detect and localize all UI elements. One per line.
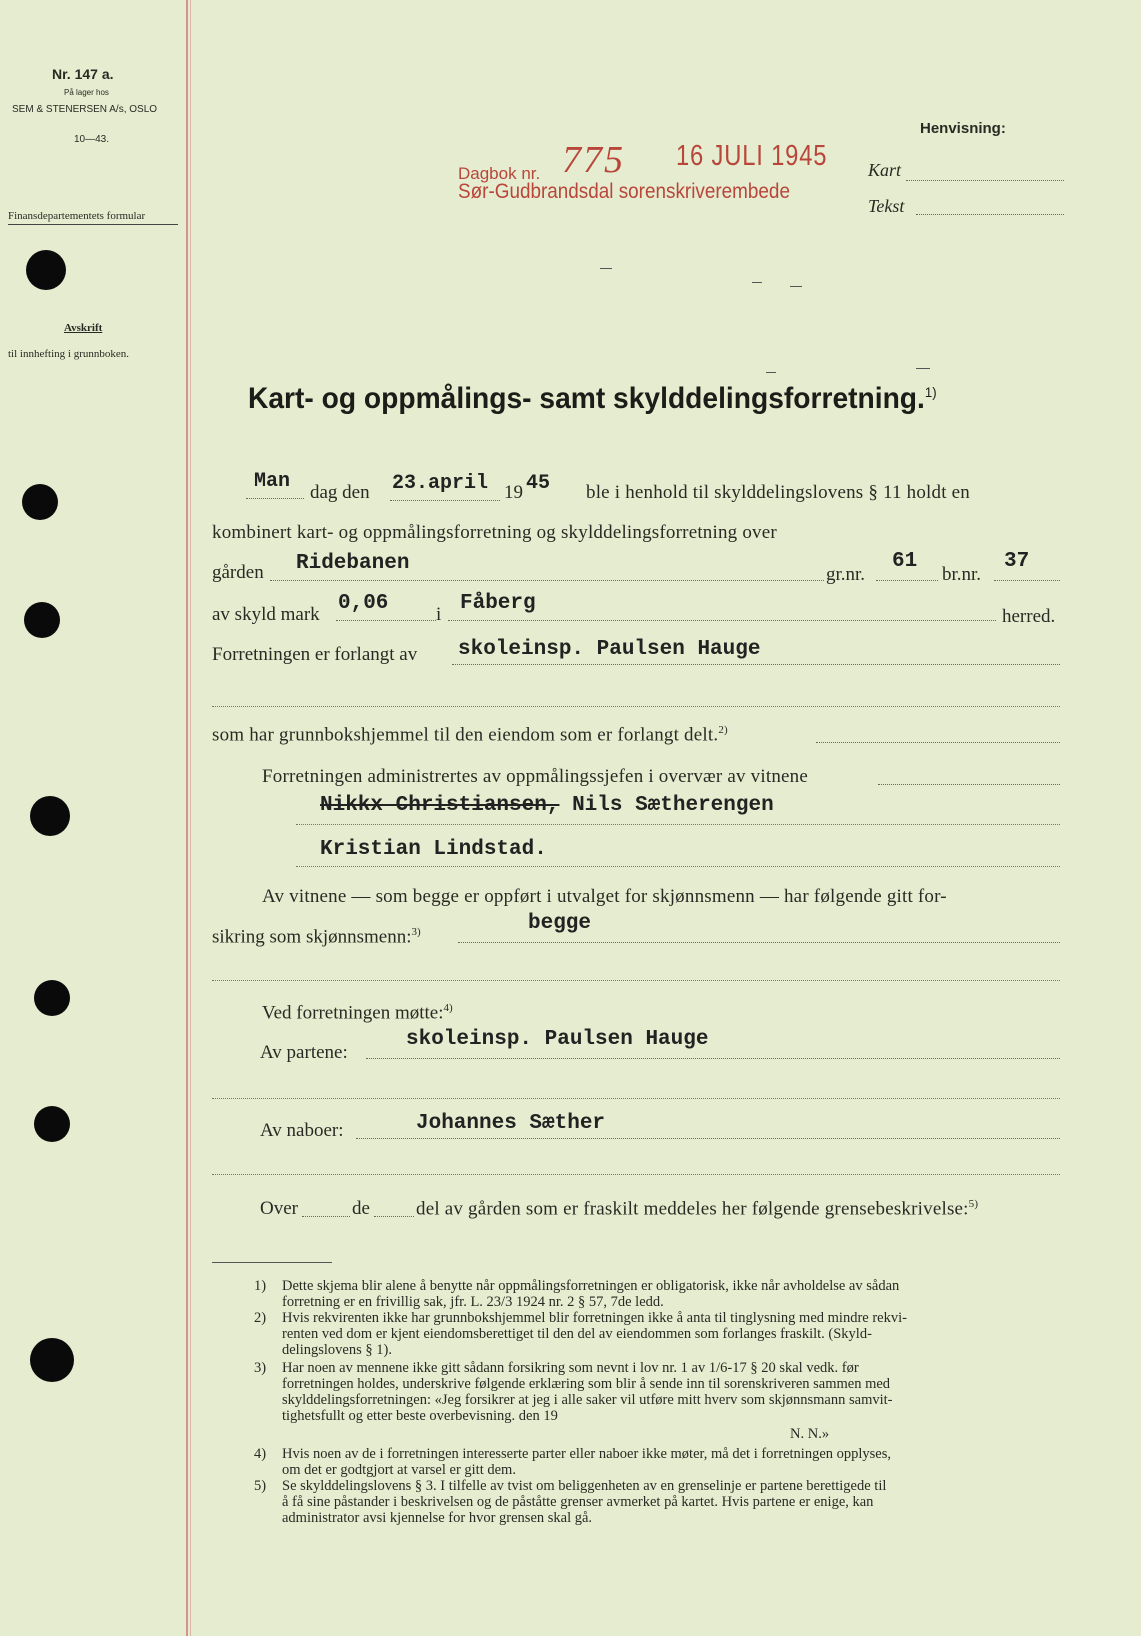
binder-hole — [30, 1338, 74, 1382]
avskrift-note: til innhefting i grunnboken. — [8, 348, 129, 360]
garden-name: Ridebanen — [296, 552, 410, 575]
witness-line-1 — [320, 794, 774, 817]
footnote-mark: 2) — [254, 1310, 267, 1326]
herred-name: Fåberg — [460, 592, 536, 615]
printer-line-2: SEM & STENERSEN A/s, OSLO — [12, 104, 158, 115]
over-text-body: del av gården som er fraskilt meddeles her følgende grensebeskrivelse: — [416, 1198, 969, 1220]
mote-footnote-mark: 4) — [443, 1002, 453, 1014]
binder-hole — [30, 796, 70, 836]
grnr-value: 61 — [892, 550, 918, 573]
year-value: 45 — [526, 472, 551, 495]
over-label: Over — [260, 1198, 298, 1219]
footnote-line: om det er godtgjort at varsel er gitt dem. — [282, 1462, 516, 1478]
hjemmel-footnote-mark: 2) — [718, 724, 728, 736]
hjemmel-field — [816, 742, 1060, 743]
footnote-mark: 1) — [254, 1278, 267, 1294]
binder-hole — [34, 1106, 70, 1142]
margin-line — [186, 0, 188, 1636]
weekday-value: Man — [254, 470, 291, 493]
vitner-field — [458, 942, 1060, 943]
garden-field — [270, 580, 824, 581]
mark — [600, 268, 612, 269]
herred-field — [448, 620, 996, 621]
grnr-label: gr.nr. — [826, 564, 866, 585]
partene-label: Av partene: — [260, 1042, 348, 1063]
grnr-field — [876, 580, 938, 581]
formular-label: Finansdepartementets formular — [8, 210, 146, 222]
binder-hole — [22, 484, 58, 520]
i-label: i — [436, 604, 442, 625]
reference-kart-field — [906, 180, 1064, 181]
naboer-value: Johannes Sæther — [416, 1112, 606, 1135]
herred-label: herred. — [1002, 606, 1056, 627]
title-footnote-mark: 1) — [924, 384, 937, 400]
naboer-label: Av naboer: — [260, 1120, 344, 1141]
de-label: de — [352, 1198, 370, 1219]
footnote-line: renten ved dom er kjent eiendomsberettiget til den del av eiendommen som forlanges fraskilt. (Skyld- — [282, 1326, 872, 1342]
divider — [8, 224, 178, 225]
footnote-rule — [212, 1262, 332, 1263]
printer-line-1: På lager hos — [64, 88, 109, 97]
footnote-line: tighetsfullt og etter beste overbevisning. den 19 — [282, 1408, 558, 1424]
title-text: Kart- og oppmålings- samt skylddelingsforretning. — [248, 382, 925, 415]
footnote-line: forretningen holdes, underskrive følgende erklæring som blir å sende inn til sorenskriveren sammen med — [282, 1376, 891, 1392]
weekday-field — [246, 498, 304, 499]
footnote-line: skylddelingsforretningen: «Jeg forsikrer at jeg i alle saker vil utføre mitt hverv som skjønnsmann samvit- — [282, 1392, 893, 1408]
dagbok-label: Dagbok nr. — [458, 164, 541, 183]
footnote-line: Se skylddelingslovens § 3. I tilfelle av tvist om beliggenheten av en grenselinje er partene berettigede til — [282, 1478, 887, 1494]
forlangt-value: skoleinsp. Paulsen Hauge — [458, 638, 761, 661]
witness-rule-1 — [296, 824, 1060, 825]
footnote-line: administrator avsi kjennelse for hvor grensen skal gå. — [282, 1510, 593, 1526]
reference-kart-label: Kart — [868, 160, 902, 180]
brnr-label: br.nr. — [942, 564, 982, 585]
partene-value: skoleinsp. Paulsen Hauge — [406, 1028, 709, 1051]
admin-text: Forretningen administrertes av oppmålingssjefen i overvær av vitnene — [262, 766, 808, 787]
footnote-line: å få sine påstander i beskrivelsen og de påståtte grenser avmerket på kartet. Hvis partene er enige, kan — [282, 1494, 874, 1510]
footnote-line: forretning er en frivillig sak, jfr. L. 23/3 1924 nr. 2 § 57, 7de ledd. — [282, 1294, 664, 1310]
footnote-signature: N. N.» — [790, 1426, 830, 1442]
vitner-footnote-mark: 3) — [411, 926, 421, 938]
mark — [766, 372, 776, 373]
date-field — [390, 500, 500, 501]
footnote-line: Hvis noen av de i forretningen interesserte parter eller naboer ikke møter, må det i forretningen opplyses, — [282, 1446, 892, 1462]
garden-label: gården — [212, 562, 264, 583]
binder-hole — [24, 602, 60, 638]
brnr-value: 37 — [1004, 550, 1030, 573]
footnote-mark: 5) — [254, 1478, 267, 1494]
blank-line — [212, 980, 1060, 981]
witness-struck: Nikkx Christiansen, — [320, 794, 560, 817]
binder-hole — [26, 250, 66, 290]
footnote-line: delingslovens § 1). — [282, 1342, 392, 1358]
mark — [916, 368, 930, 369]
vitner-text-2 — [212, 926, 421, 948]
forlangt-field — [452, 664, 1060, 665]
over-footnote-mark: 5) — [968, 1198, 979, 1210]
page-title — [248, 382, 937, 416]
footnote-mark: 4) — [254, 1446, 267, 1462]
edition: 10—43. — [74, 134, 110, 145]
vitner-label: sikring som skjønnsmenn: — [212, 926, 412, 948]
de-field — [374, 1216, 414, 1217]
mark — [790, 286, 802, 287]
footnote-line: Har noen av mennene ikke gitt sådann forsikring som nevnt i lov nr. 1 av 1/6-17 § 20 skal vedk. før — [282, 1360, 859, 1376]
line1-text: ble i henhold til skylddelingslovens § 11 holdt en — [586, 482, 970, 503]
stamp-office: Sør-Gudbrandsdal sorenskriverembede — [458, 180, 790, 203]
stamp-date: 16 JULI 1945 — [676, 140, 828, 172]
blank-line — [212, 706, 1060, 707]
year-prefix: 19 — [504, 482, 523, 503]
dagbok-number: 775 — [562, 139, 625, 181]
date-value: 23.april — [392, 472, 489, 495]
blank-line — [212, 1098, 1060, 1099]
line2-text: kombinert kart- og oppmålingsforretning og skylddelingsforretning over — [212, 522, 777, 543]
witness-1: Nils Sætherengen — [572, 794, 774, 817]
mark — [752, 282, 762, 283]
blank-line — [212, 1174, 1060, 1175]
skyld-field — [336, 620, 436, 621]
witness-rule-2 — [296, 866, 1060, 867]
brnr-field — [994, 580, 1060, 581]
avskrift-label: Avskrift — [64, 322, 103, 334]
witness-2: Kristian Lindstad. — [320, 838, 547, 861]
dag-den-label: dag den — [310, 482, 370, 503]
forlangt-label: Forretningen er forlangt av — [212, 644, 418, 665]
footnote-line: Dette skjema blir alene å benytte når oppmålingsforretningen er obligatorisk, ikke når avholdelse av sådan — [282, 1278, 900, 1294]
naboer-field — [356, 1138, 1060, 1139]
over-field — [302, 1216, 350, 1217]
reference-heading: Henvisning: — [920, 120, 1006, 137]
footnote-mark: 3) — [254, 1360, 267, 1376]
partene-field — [366, 1058, 1060, 1059]
margin-line-secondary — [190, 0, 191, 1636]
footnote-line: Hvis rekvirenten ikke har grunnbokshjemmel blir forretningen ikke å anta til tinglysning med mindre rekvi- — [282, 1310, 907, 1326]
mote-text — [262, 1002, 453, 1024]
vitner-value: begge — [528, 912, 592, 935]
skyld-value: 0,06 — [338, 592, 389, 615]
reference-tekst-label: Tekst — [868, 196, 905, 216]
vitner-text-1: Av vitnene — som begge er oppført i utvalget for skjønnsmenn — har følgende gitt for- — [262, 886, 947, 907]
hjemmel-text-body: som har grunnbokshjemmel til den eiendom som er forlangt delt. — [212, 724, 719, 746]
over-text — [416, 1198, 978, 1220]
mote-label: Ved forretningen møtte: — [262, 1002, 444, 1024]
admin-field — [878, 784, 1060, 785]
hjemmel-text — [212, 724, 728, 746]
binder-hole — [34, 980, 70, 1016]
skyld-label: av skyld mark — [212, 604, 320, 625]
reference-tekst-field — [916, 214, 1064, 215]
form-number: Nr. 147 a. — [52, 66, 114, 82]
